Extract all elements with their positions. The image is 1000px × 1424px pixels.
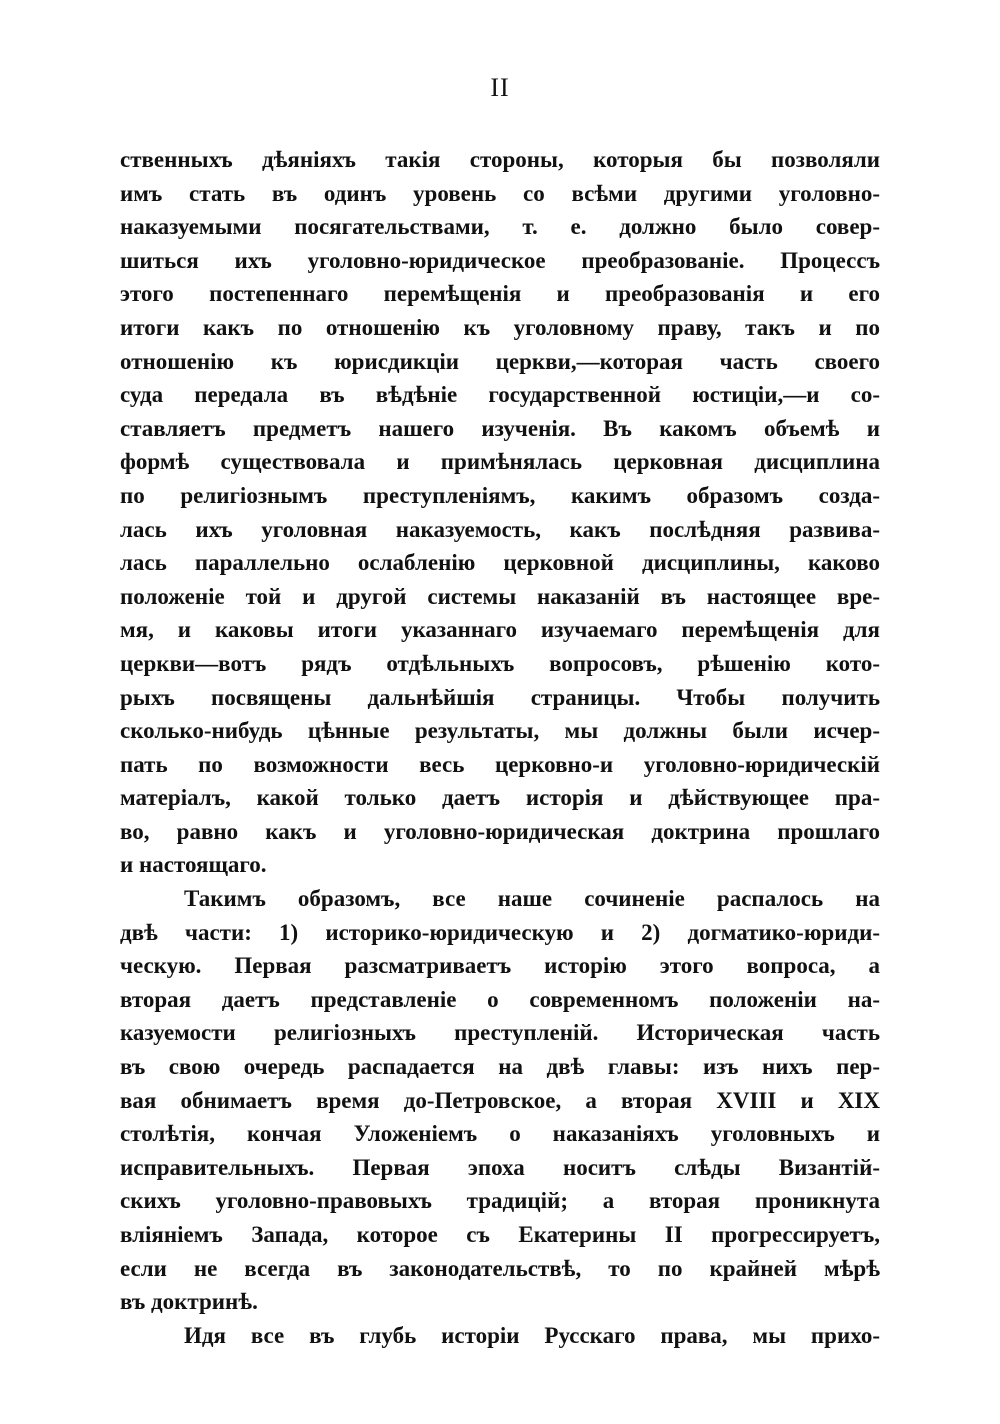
text-line: скихъ уголовно-правовыхъ традицій; а вторая проникнута: [120, 1188, 880, 1214]
text-line: пать по возможности весь церковно-и уголовно-юридическій: [120, 751, 880, 777]
text-line: итоги какъ по отношенію къ уголовному праву, такъ и по: [120, 314, 880, 340]
text-line: наказуемыми посягательствами, т. е. должно было совер-: [120, 214, 880, 240]
text-line: столѣтія, кончая Уложеніемъ о наказаніяхъ уголовныхъ и: [120, 1121, 880, 1147]
text-line: ческую. Первая разсматриваетъ исторію этого вопроса, а: [120, 953, 880, 979]
text-line: имъ стать въ одинъ уровень со всѣми другими уголовно-: [120, 180, 880, 206]
paragraph-start-line: Идя все въ глубь исторіи Русскаго права, мы прихо-: [184, 1322, 880, 1348]
text-line: шиться ихъ уголовно-юридическое преобразованіе. Процессъ: [120, 247, 880, 273]
text-line: по религіознымъ преступленіямъ, какимъ образомъ созда-: [120, 482, 880, 508]
paragraph-end-line: въ доктринѣ.: [120, 1289, 258, 1315]
text-line: вторая даетъ представленіе о современномъ положеніи на-: [120, 986, 880, 1012]
text-line: отношенію къ юрисдикціи церкви,—которая часть своего: [120, 348, 880, 374]
text-line: матеріалъ, какой только даетъ исторія и дѣйствующее пра-: [120, 785, 880, 811]
text-line: исправительныхъ. Первая эпоха носитъ слѣды Византій-: [120, 1154, 880, 1180]
text-line: лась параллельно ослабленію церковной дисциплины, каково: [120, 550, 880, 576]
paragraph-end-line: и настоящаго.: [120, 852, 267, 878]
text-line: вліяніемъ Запада, которое съ Екатерины II прогрессируетъ,: [120, 1222, 880, 1247]
text-line: лась ихъ уголовная наказуемость, какъ послѣдняя развива-: [120, 516, 880, 542]
text-line: въ свою очередь распадается на двѣ главы: изъ нихъ пер-: [120, 1054, 880, 1080]
text-line: этого постепеннаго перемѣщенія и преобразованія и его: [120, 281, 880, 307]
text-line: ставляетъ предметъ нашего изученія. Въ какомъ объемѣ и: [120, 415, 880, 441]
text-line: двѣ части: 1) историко-юридическую и 2) догматико-юриди-: [120, 919, 880, 945]
text-line: формѣ существовала и примѣнялась церковная дисциплина: [120, 449, 880, 475]
paragraph-start-line: Такимъ образомъ, все наше сочиненіе распалось на: [184, 886, 880, 912]
text-line: казуемости религіозныхъ преступленій. Историческая часть: [120, 1020, 880, 1046]
text-line: церкви—вотъ рядъ отдѣльныхъ вопросовъ, рѣшенію кото-: [120, 650, 880, 676]
text-line: рыхъ посвящены дальнѣйшія страницы. Чтобы получить: [120, 684, 880, 710]
text-line: если не всегда въ законодательствѣ, то по крайней мѣрѣ: [120, 1255, 880, 1281]
text-line: ственныхъ дѣяніяхъ такія стороны, которыя бы позволяли: [120, 147, 880, 172]
text-line: суда передала въ вѣдѣніе государственной юстиціи,—и со-: [120, 382, 880, 408]
body-text: [120, 143, 880, 1352]
text-line: положеніе той и другой системы наказаній въ настоящее вре-: [120, 583, 880, 609]
page-number: II: [490, 73, 510, 102]
text-line: мя, и каковы итоги указаннаго изучаемаго перемѣщенія для: [120, 617, 880, 643]
text-line: сколько-нибудь цѣнные результаты, мы должны были исчер-: [120, 718, 880, 744]
text-line: вая обнимаетъ время до-Петровское, а вторая XVIII и XIX: [120, 1087, 880, 1113]
text-line: во, равно какъ и уголовно-юридическая доктрина прошлаго: [120, 818, 880, 844]
